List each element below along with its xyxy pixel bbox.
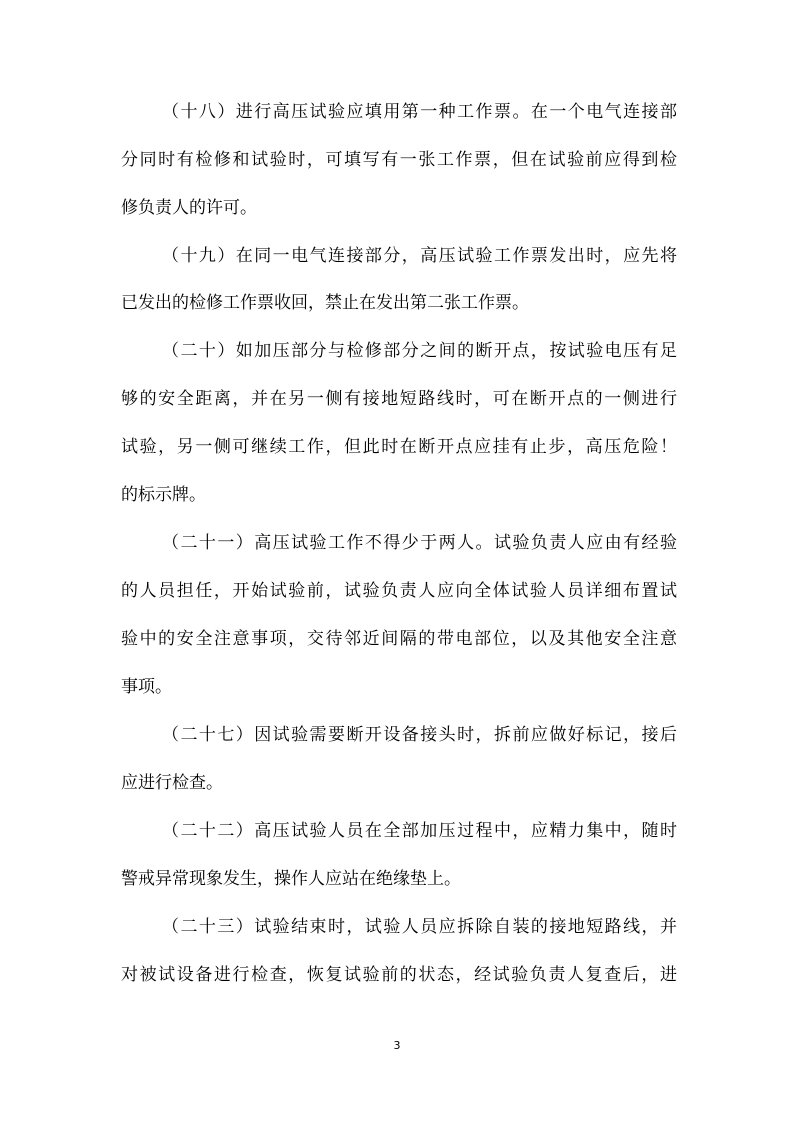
paragraph-22-line-1: （二十二）高压试验人员在全部加压过程中，应精力集中，随时: [162, 821, 677, 841]
paragraph-18-line-1: （十八）进行高压试验应填用第一种工作票。在一个电气连接部: [162, 102, 677, 122]
paragraph-22-line-2: 警戒异常现象发生，操作人应站在绝缘垫上。: [121, 869, 461, 889]
paragraph-20-line-2: 够的安全距离，并在另一侧有接地短路线时，可在断开点的一侧进行: [121, 389, 677, 409]
paragraph-20-line-4: 的标示牌。: [121, 485, 206, 505]
paragraph-19-line-1: （十九）在同一电气连接部分，高压试验工作票发出时，应先将: [162, 246, 677, 266]
page-number: 3: [393, 1039, 401, 1052]
paragraph-27-line-1: （二十七）因试验需要断开设备接头时，拆前应做好标记，接后: [162, 725, 677, 745]
paragraph-18-line-2: 分同时有检修和试验时，可填写有一张工作票，但在试验前应得到检: [121, 150, 677, 170]
paragraph-21-line-1: （二十一）高压试验工作不得少于两人。试验负责人应由有经验: [162, 533, 677, 553]
paragraph-21-line-3: 验中的安全注意事项，交待邻近间隔的带电部位，以及其他安全注意: [121, 629, 677, 649]
paragraph-19-line-2: 已发出的检修工作票收回，禁止在发出第二张工作票。: [121, 293, 529, 313]
paragraph-21-line-2: 的人员担任，开始试验前，试验负责人应向全体试验人员详细布置试: [121, 581, 677, 601]
paragraph-20-line-3: 试验，另一侧可继续工作，但此时在断开点应挂有止步，高压危险！: [121, 437, 677, 457]
paragraph-21-line-4: 事项。: [121, 677, 172, 697]
paragraph-18-line-3: 修负责人的许可。: [121, 198, 257, 218]
paragraph-27-line-2: 应进行检查。: [121, 773, 223, 793]
paragraph-23-line-1: （二十三）试验结束时，试验人员应拆除自装的接地短路线，并: [162, 917, 677, 937]
paragraph-20-line-1: （二十）如加压部分与检修部分之间的断开点，按试验电压有足: [162, 341, 677, 361]
paragraph-23-line-2: 对被试设备进行检查，恢复试验前的状态，经试验负责人复查后，进: [121, 965, 677, 985]
